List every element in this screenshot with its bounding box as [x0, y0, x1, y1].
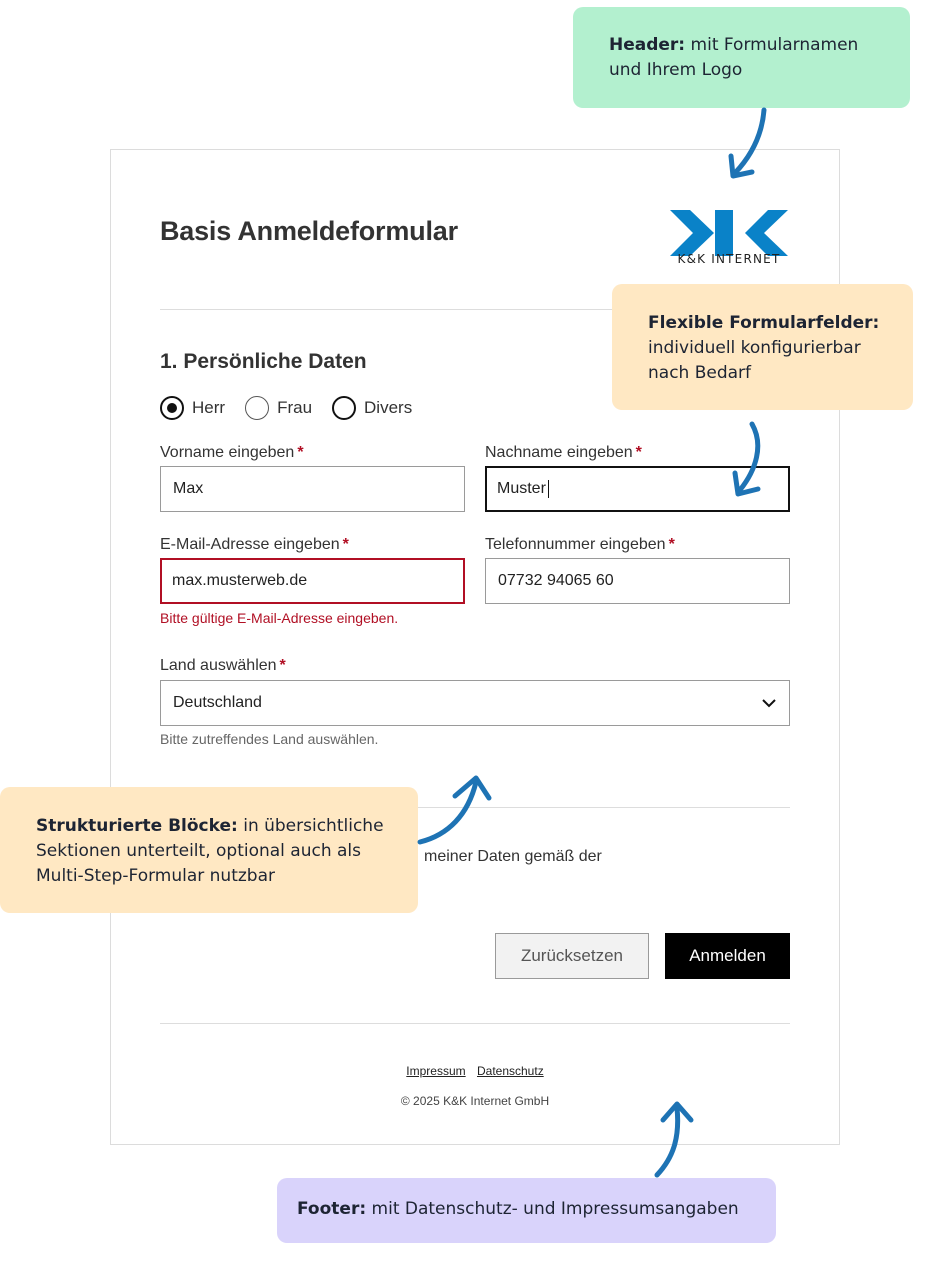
callout-title: Strukturierte Blöcke: — [36, 816, 238, 836]
callout-title: Flexible Formularfelder: — [648, 313, 880, 333]
callout-text: mit Datenschutz- und Impressumsangaben — [371, 1199, 739, 1219]
footer-divider — [160, 1023, 790, 1024]
salutation-radio-group — [160, 396, 432, 420]
footer-links — [0, 1064, 931, 1078]
email-input[interactable] — [160, 558, 465, 604]
firstname-value: Max — [173, 480, 204, 497]
callout-blocks — [0, 787, 418, 913]
impressum-link[interactable]: Impressum — [406, 1064, 466, 1078]
phone-input[interactable] — [485, 558, 790, 604]
form-title: Basis Anmeldeformular — [160, 216, 458, 246]
lastname-input[interactable] — [485, 466, 790, 512]
radio-herr[interactable] — [160, 396, 225, 420]
callout-text: mit Formularnamen und Ihrem Logo — [609, 35, 859, 80]
radio-label: Herr — [192, 398, 226, 417]
datenschutz-link[interactable]: Datenschutz — [476, 1064, 544, 1078]
radio-unchecked-icon[interactable] — [245, 396, 269, 420]
required-marker: * — [342, 536, 349, 553]
section-title: 1. Persönliche Daten — [160, 350, 367, 373]
radio-frau[interactable] — [245, 396, 312, 420]
consent-text: meiner Daten gemäß der — [424, 848, 602, 865]
required-marker: * — [297, 444, 304, 461]
lastname-label: Nachname eingeben * — [485, 444, 642, 461]
firstname-label: Vorname eingeben * — [160, 444, 304, 461]
country-value: Deutschland — [173, 694, 262, 711]
phone-value: 07732 94065 60 — [498, 572, 614, 589]
country-select[interactable] — [160, 680, 790, 726]
country-label: Land auswählen * — [160, 657, 286, 674]
callout-fields — [612, 284, 913, 410]
text-cursor — [548, 480, 550, 498]
callout-title: Footer: — [297, 1199, 367, 1219]
submit-button[interactable]: Anmelden — [665, 933, 790, 979]
radio-unchecked-icon[interactable] — [332, 396, 356, 420]
phone-label: Telefonnummer eingeben * — [485, 536, 675, 553]
callout-footer — [277, 1178, 776, 1243]
radio-checked-icon[interactable] — [160, 396, 184, 420]
required-marker: * — [279, 657, 286, 674]
radio-label: Frau — [277, 398, 313, 417]
callout-text: in übersichtliche Sektionen unterteilt, optional auch als Multi-Step-Formular nutzbar — [36, 816, 384, 886]
email-error-message: Bitte gültige E-Mail-Adresse eingeben. — [160, 610, 399, 626]
copyright-text: © 2025 K&K Internet GmbH — [400, 1094, 550, 1108]
reset-button[interactable]: Zurücksetzen — [495, 933, 649, 979]
email-label: E-Mail-Adresse eingeben * — [160, 536, 349, 553]
radio-divers[interactable] — [332, 396, 412, 420]
required-marker: * — [635, 444, 642, 461]
callout-header — [573, 7, 910, 108]
lastname-value: Muster — [497, 480, 546, 497]
radio-label: Divers — [364, 398, 413, 417]
required-marker: * — [668, 536, 675, 553]
callout-title: Header: — [609, 35, 686, 55]
email-value: max.musterweb.de — [172, 572, 308, 589]
firstname-input[interactable] — [160, 466, 465, 512]
country-hint: Bitte zutreffendes Land auswählen. — [160, 731, 379, 747]
logo-wordmark: K&K INTERNET — [677, 252, 781, 266]
callout-text: individuell konfigurierbar nach Bedarf — [648, 338, 861, 383]
chevron-down-icon — [761, 695, 777, 711]
